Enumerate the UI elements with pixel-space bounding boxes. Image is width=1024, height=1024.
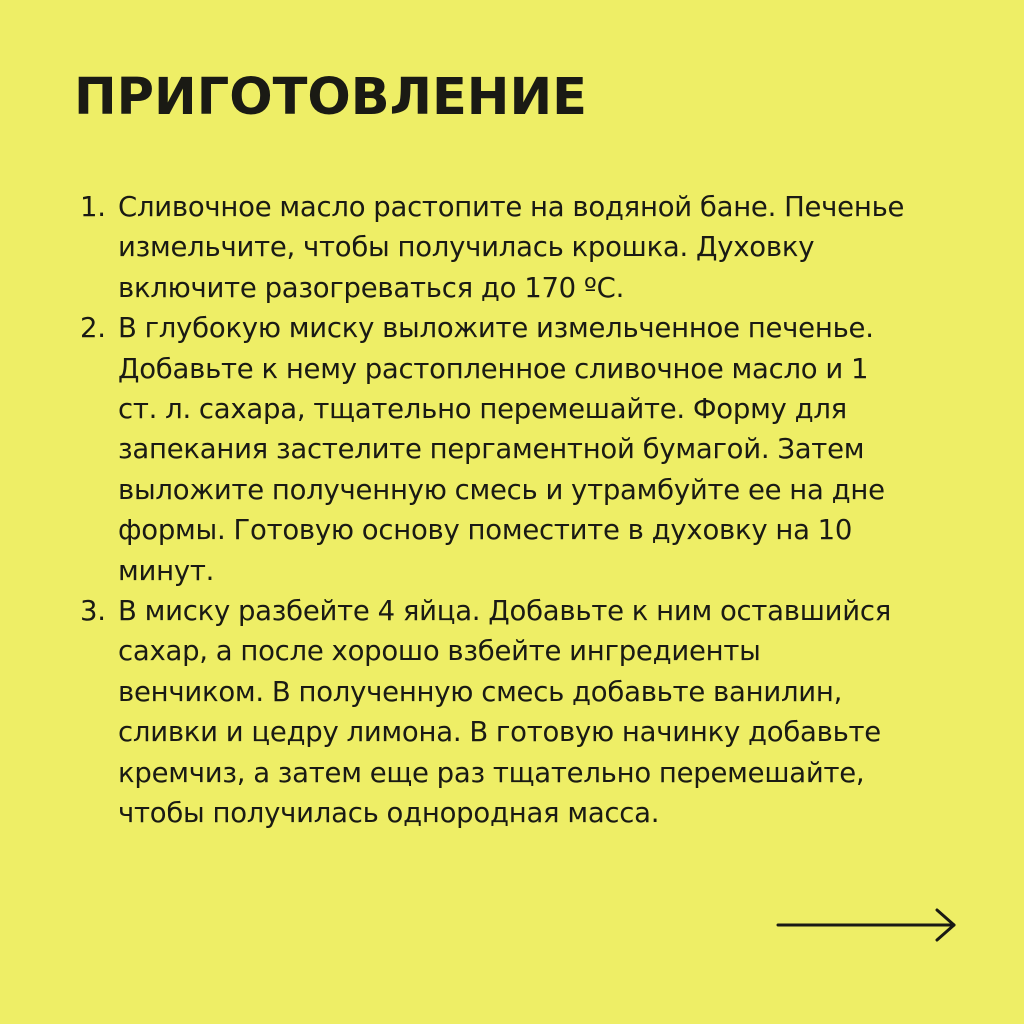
- step-text-line: кремчиз, а затем еще раз тщательно перемешайте,: [118, 756, 865, 789]
- step-text-line: минут.: [118, 554, 215, 587]
- step-text-line: выложите полученную смесь и утрамбуйте ее на дне: [118, 473, 885, 506]
- step-text-line: В миску разбейте 4 яйца. Добавьте к ним оставшийся: [118, 595, 892, 628]
- step-number: 3.: [80, 595, 106, 628]
- step-text-line: формы. Готовую основу поместите в духовку на 10: [118, 514, 853, 547]
- instruction-step: [80, 187, 978, 308]
- step-text-line: включите разогреваться до 170 ºС.: [118, 271, 625, 304]
- instruction-step: [80, 308, 978, 591]
- step-text-line: чтобы получилась однородная масса.: [118, 797, 660, 830]
- step-text-line: ст. л. сахара, тщательно перемешайте. Форму для: [118, 393, 847, 426]
- step-text-line: измельчите, чтобы получилась крошка. Духовку: [118, 231, 815, 264]
- step-text-line: Добавьте к нему растопленное сливочное масло и 1: [118, 352, 869, 385]
- instruction-step: [80, 591, 978, 833]
- step-text-line: запекания застелите пергаментной бумагой. Затем: [118, 433, 865, 466]
- step-text-line: Сливочное масло растопите на водяной бане. Печенье: [118, 191, 905, 223]
- step-text-line: сливки и цедру лимона. В готовую начинку добавьте: [118, 716, 881, 749]
- step-text-line: венчиком. В полученную смесь добавьте ванилин,: [118, 675, 843, 708]
- step-number: 1.: [80, 191, 106, 223]
- instruction-list: [80, 187, 978, 834]
- step-number: 2.: [80, 312, 106, 345]
- arrow-right-icon[interactable]: [776, 908, 960, 942]
- step-text-line: сахар, а после хорошо взбейте ингредиенты: [118, 635, 761, 668]
- page-title: ПРИГОТОВЛЕНИЕ: [74, 68, 588, 127]
- step-text-line: В глубокую миску выложите измельченное печенье.: [118, 312, 874, 345]
